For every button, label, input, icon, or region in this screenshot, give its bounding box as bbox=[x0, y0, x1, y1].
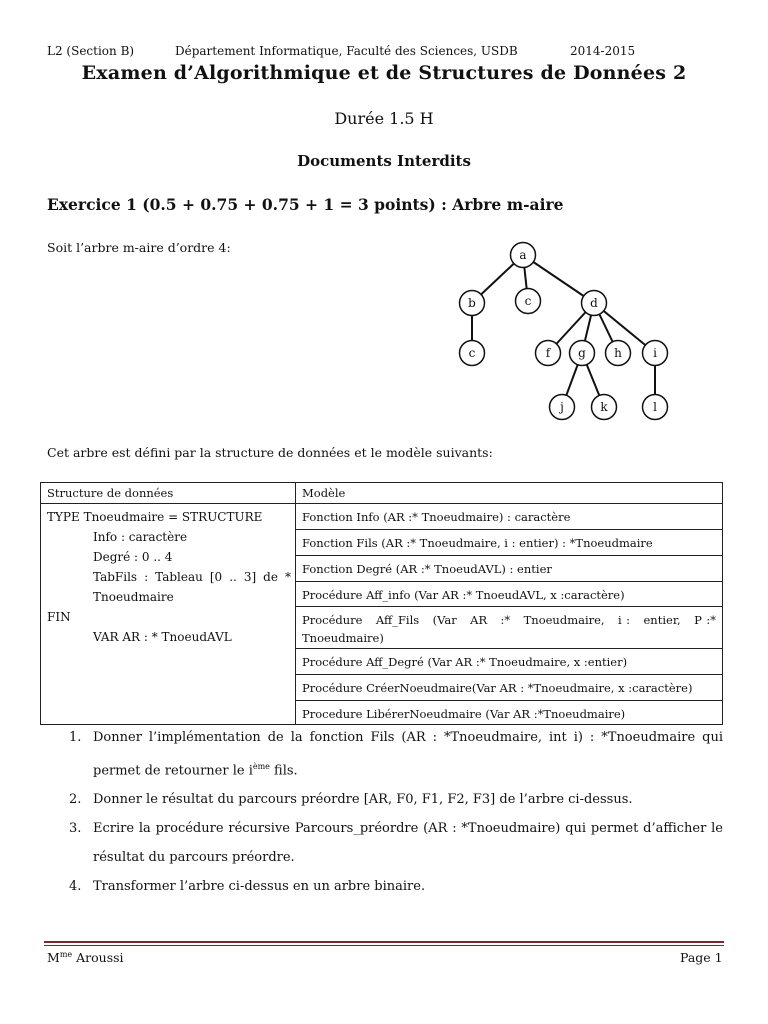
tree-label-i: i bbox=[653, 346, 657, 360]
structure-header: Structure de données bbox=[47, 486, 174, 500]
question-list bbox=[47, 723, 723, 901]
tree-label-c: c bbox=[524, 294, 532, 308]
exam-duration: Durée 1.5 H bbox=[334, 109, 434, 128]
tree-label-k: k bbox=[600, 400, 608, 414]
tree-label-c2: c bbox=[468, 346, 476, 360]
header-year: 2014-2015 bbox=[570, 44, 636, 58]
tree-label-b: b bbox=[468, 296, 476, 310]
question-item: 3. Ecrire la procédure récursive Parcours_préordre (AR : *Tnoeudmaire) qui permet d’afficher le résultat du parcours préordre. bbox=[69, 821, 723, 866]
field-degre: Degré : 0 .. 4 bbox=[93, 550, 173, 564]
model-row: Fonction Fils (AR :* Tnoeudmaire, i : entier) : *Tnoeudmaire bbox=[296, 530, 722, 556]
structure-definition bbox=[47, 507, 291, 647]
fin-line: FIN bbox=[47, 610, 71, 624]
model-row: Procédure CréerNoeudmaire(Var AR : *Tnoeudmaire, x :caractère) bbox=[296, 675, 722, 701]
tree-label-d: d bbox=[590, 296, 598, 310]
tree-label-l: l bbox=[653, 400, 657, 414]
footer-page: Page 1 bbox=[680, 950, 723, 965]
field-info: Info : caractère bbox=[93, 530, 188, 544]
structure-model-table bbox=[40, 482, 723, 725]
field-tabfils: TabFils : Tableau [0 .. 3] de * bbox=[93, 570, 291, 584]
tree-label-g: g bbox=[578, 346, 586, 360]
field-tabfils-cont: Tnoeudmaire bbox=[93, 590, 174, 604]
var-line: VAR AR : * TnoeudAVL bbox=[93, 630, 232, 644]
model-row: Procedure LibérerNoeudmaire (Var AR :*Tnoeudmaire) bbox=[302, 707, 626, 721]
footer-rule bbox=[44, 941, 724, 943]
tree-label-j: j bbox=[560, 400, 564, 414]
table-intro: Cet arbre est défini par la structure de données et le modèle suivants: bbox=[47, 445, 493, 460]
tree-label-a: a bbox=[519, 248, 527, 262]
header-section: L2 (Section B) bbox=[47, 44, 135, 58]
type-line: TYPE Tnoeudmaire = STRUCTURE bbox=[47, 510, 263, 524]
tree-intro: Soit l’arbre m-aire d’ordre 4: bbox=[47, 240, 231, 255]
model-row: Procédure Aff_info (Var AR :* TnoeudAVL, x :caractère) bbox=[296, 582, 722, 607]
m-ary-tree-diagram bbox=[440, 235, 690, 425]
question-item: 2. Donner le résultat du parcours préordre [AR, F0, F1, F2, F3] de l’arbre ci-dessus. bbox=[69, 792, 633, 808]
tree-label-f: f bbox=[545, 346, 551, 360]
footer-rule-thin bbox=[44, 945, 724, 946]
model-header: Modèle bbox=[302, 486, 346, 500]
documents-note: Documents Interdits bbox=[297, 152, 471, 170]
model-row: Procédure Aff_Degré (Var AR :* Tnoeudmaire, x :entier) bbox=[296, 649, 722, 675]
exercise-title: Exercice 1 (0.5 + 0.75 + 0.75 + 1 = 3 points) : Arbre m-aire bbox=[47, 195, 564, 214]
tree-label-h: h bbox=[614, 346, 622, 360]
question-item: 1. Donner l’implémentation de la fonction Fils (AR : *Tnoeudmaire, int i) : *Tnoeudmaire qui permet de retourner le $i^{ème}$ fils. bbox=[69, 730, 723, 779]
model-row: Fonction Info (AR :* Tnoeudmaire) : caractère bbox=[296, 504, 722, 530]
footer-author: $M^{me}$ Aroussi bbox=[47, 950, 124, 966]
header-department: Département Informatique, Faculté des Sciences, USDB bbox=[175, 44, 518, 58]
exam-title: Examen d’Algorithmique et de Structures de Données 2 bbox=[81, 62, 687, 84]
model-row: Fonction Degré (AR :* TnoeudAVL) : entier bbox=[296, 556, 722, 582]
question-item: 4. Transformer l’arbre ci-dessus en un arbre binaire. bbox=[69, 879, 426, 895]
model-row: Procédure Aff_Fils (Var AR :* Tnoeudmaire, i : entier, P :* Tnoeudmaire) bbox=[296, 607, 722, 649]
